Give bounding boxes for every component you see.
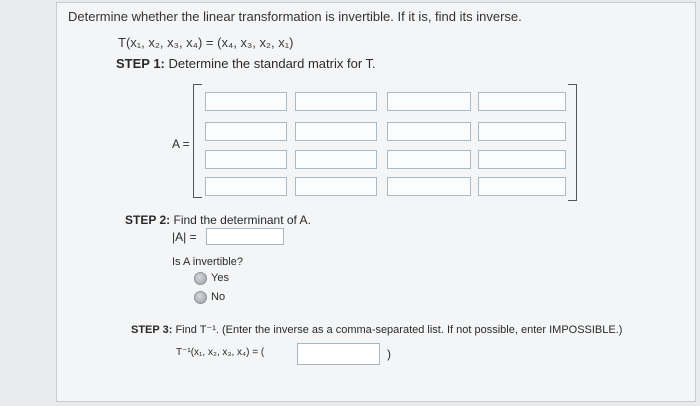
matrix-cell-r2-c3[interactable]	[387, 122, 471, 141]
matrix-cell-r4-c3[interactable]	[387, 177, 471, 196]
matrix-cell-r1-c2[interactable]	[295, 92, 377, 111]
radio-yes-label: Yes	[211, 272, 229, 284]
matrix-left-bracket	[193, 84, 202, 198]
matrix-cell-r3-c2[interactable]	[295, 150, 377, 169]
radio-no[interactable]	[194, 291, 207, 304]
step1-line	[116, 56, 376, 71]
matrix-cell-r2-c2[interactable]	[295, 122, 377, 141]
step3-label: STEP 3:	[131, 324, 173, 336]
matrix-cell-r3-c1[interactable]	[205, 150, 287, 169]
matrix-cell-r2-c4[interactable]	[478, 122, 566, 141]
matrix-cell-r4-c2[interactable]	[295, 177, 377, 196]
matrix-right-bracket	[568, 84, 577, 201]
inverse-close-paren: )	[387, 347, 391, 361]
matrix-cell-r4-c4[interactable]	[478, 177, 566, 196]
step2-label: STEP 2:	[125, 213, 171, 227]
matrix-cell-r1-c1[interactable]	[205, 92, 287, 111]
matrix-cell-r2-c1[interactable]	[205, 122, 287, 141]
step2-line	[125, 213, 311, 227]
radio-no-label: No	[211, 291, 226, 303]
determinant-label: |A| =	[172, 230, 197, 244]
matrix-cell-r3-c3[interactable]	[387, 150, 471, 169]
matrix-cell-r1-c3[interactable]	[387, 92, 471, 111]
inverse-label: T⁻¹(x₁, x₂, x₃, x₄) = (	[176, 347, 265, 358]
matrix-cell-r3-c4[interactable]	[478, 150, 566, 169]
invertible-question: Is A invertible?	[172, 256, 243, 268]
matrix-cell-r4-c1[interactable]	[205, 177, 287, 196]
step2-text: Find the determinant of A.	[173, 213, 311, 227]
determinant-input[interactable]	[206, 228, 284, 245]
matrix-label: A =	[172, 137, 190, 151]
step3-line	[131, 323, 622, 336]
matrix-cell-r1-c4[interactable]	[478, 92, 566, 111]
step3-text: Find T⁻¹. (Enter the inverse as a comma-separated list. If not possible, enter IMPOSSIBLE.)	[175, 324, 623, 336]
transformation-definition: T(x₁, x₂, x₃, x₄) = (x₄, x₃, x₂, x₁)	[118, 35, 294, 50]
step1-label: STEP 1:	[116, 56, 165, 71]
step1-text: Determine the standard matrix for T.	[168, 56, 376, 71]
problem-prompt: Determine whether the linear transformation is invertible. If it is, find its inverse.	[68, 9, 522, 24]
radio-yes[interactable]	[194, 272, 207, 285]
inverse-input[interactable]	[297, 343, 380, 365]
